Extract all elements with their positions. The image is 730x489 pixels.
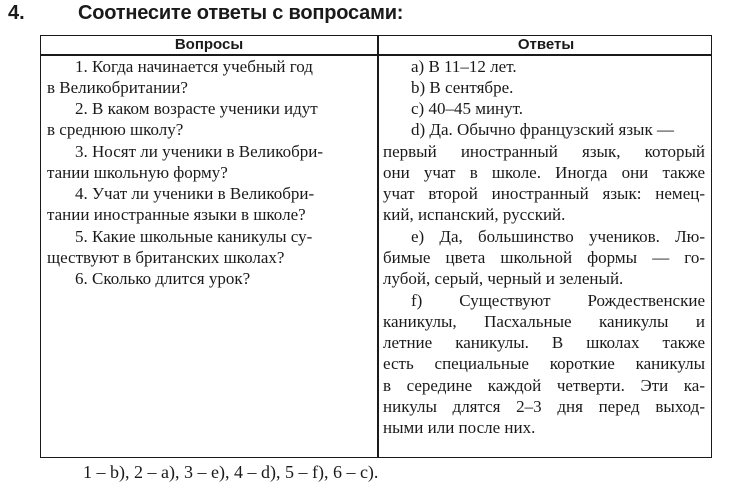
question-line: 4. Учат ли ученики в Великобри-: [75, 184, 315, 203]
matching-table: [40, 35, 712, 458]
answer-line: кий, испанский, русский.: [383, 205, 566, 224]
answer-line: они учат в школе. Иногда они также: [383, 163, 705, 182]
column-divider: [377, 36, 379, 457]
question-line: в среднюю школу?: [47, 120, 184, 139]
question-line: тании школьную форму?: [47, 163, 228, 182]
task-number: 4.: [8, 2, 25, 24]
answer-line: в середине каждой четверти. Эти ка-: [383, 376, 705, 395]
answer-line: b) В сентябре.: [411, 78, 514, 97]
answer-key: 1 – b), 2 – a), 3 – e), 4 – d), 5 – f), 6 – c).: [83, 462, 379, 482]
answer-line: есть специальные короткие каникулы: [383, 354, 705, 373]
question-line: 3. Носят ли ученики в Великобри-: [75, 142, 324, 161]
question-line: 6. Сколько длится урок?: [75, 269, 251, 288]
question-line: в Великобритании?: [47, 78, 188, 97]
answer-line: e) Да, большинство учеников. Лю-: [411, 227, 705, 246]
answer-line: a) В 11–12 лет.: [411, 57, 517, 76]
question-line: ществуют в британских школах?: [47, 248, 285, 267]
answer-line: каникулы, Пасхальные каникулы и: [383, 312, 705, 331]
question-line: 5. Какие школьные каникулы су-: [75, 227, 313, 246]
answer-line: летние каникулы. В школах также: [383, 333, 705, 352]
task-title: Соотнесите ответы с вопросами:: [78, 2, 404, 24]
header-divider: [41, 54, 711, 56]
answer-line: c) 40–45 минут.: [411, 99, 524, 118]
answer-line: учат второй иностранный язык: немец-: [383, 184, 705, 203]
answer-line: бимые цвета школьной формы — го-: [383, 248, 705, 267]
question-line: 1. Когда начинается учебный год: [75, 57, 313, 76]
question-line: 2. В каком возрасте ученики идут: [75, 99, 318, 118]
answer-line: f) Существуют Рождественские: [411, 291, 705, 310]
answer-line: лубой, серый, черный и зеленый.: [383, 269, 624, 288]
answer-line: d) Да. Обычно французский язык —: [411, 120, 674, 139]
answer-line: первый иностранный язык, который: [383, 142, 705, 161]
questions-header: Вопросы: [174, 36, 244, 53]
answers-header: Ответы: [517, 36, 575, 53]
question-line: тании иностранные языки в школе?: [47, 205, 306, 224]
answer-line: ными или после них.: [383, 418, 536, 437]
answer-line: никулы длятся 2–3 дня перед выход-: [383, 397, 705, 416]
